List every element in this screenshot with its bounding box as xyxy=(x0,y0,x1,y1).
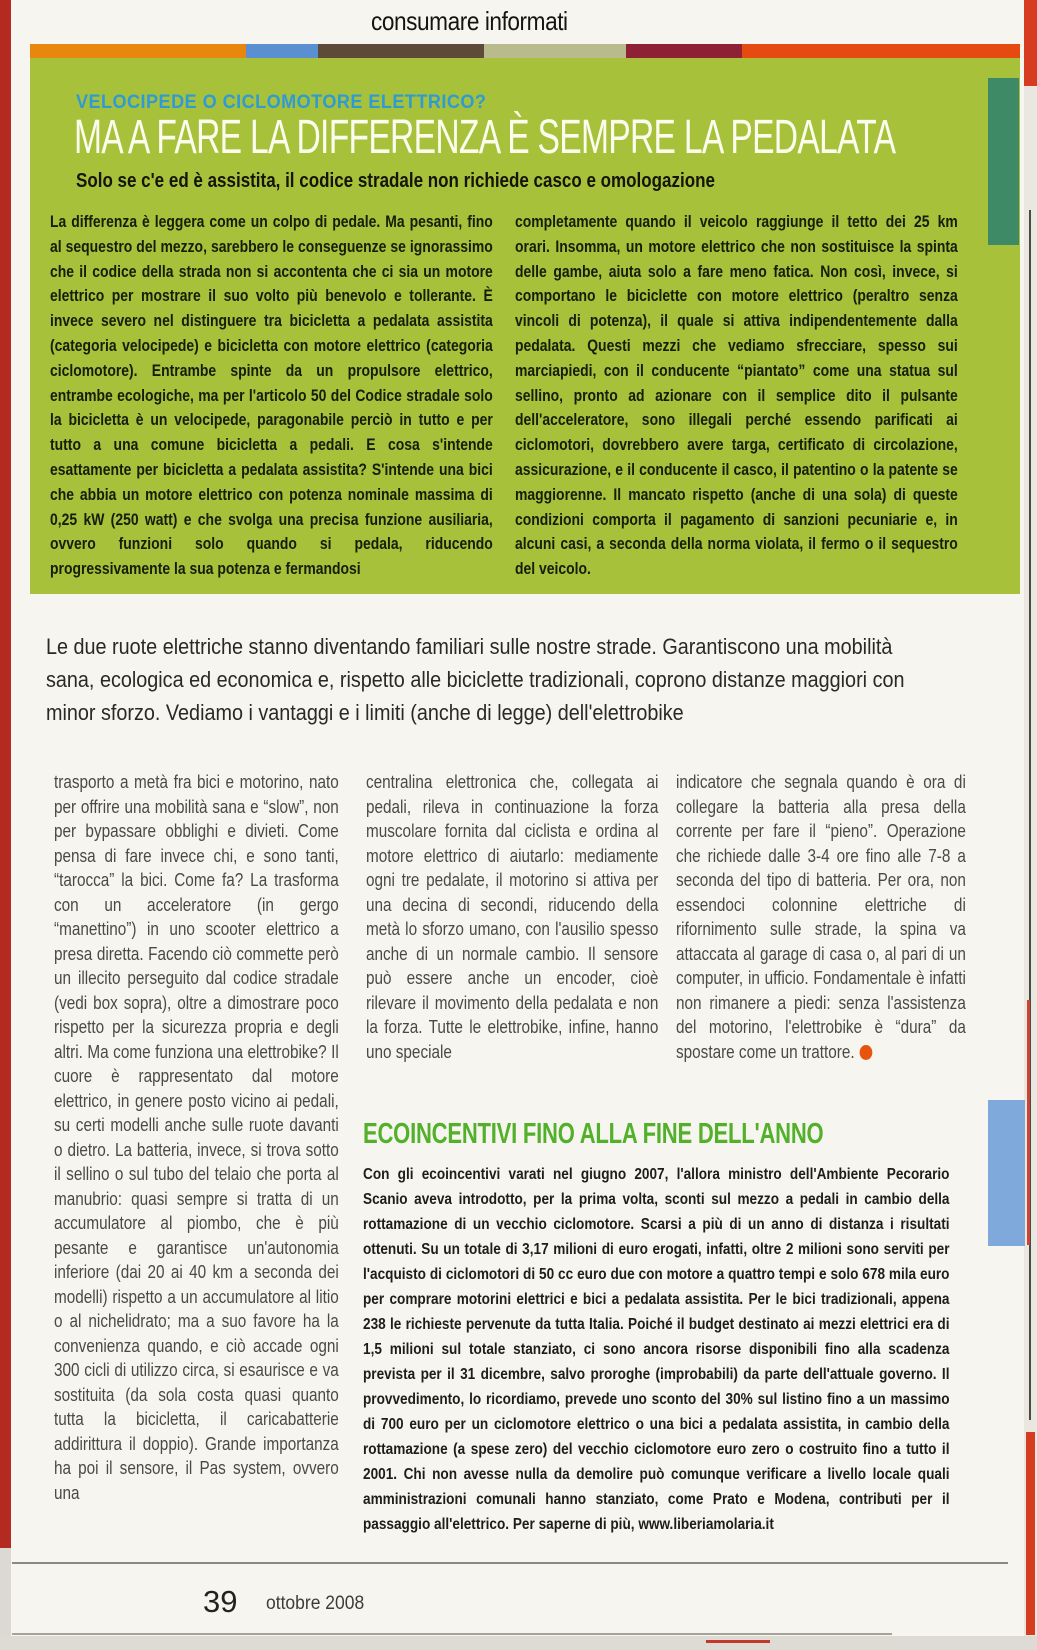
spine-bottom-shadow xyxy=(0,1548,11,1650)
issue-date: ottobre 2008 xyxy=(266,1593,365,1614)
color-strip-segment xyxy=(742,44,1020,58)
color-strip-segment xyxy=(484,44,626,58)
feature-subtitle: Solo se c'e ed è assistita, il codice stradale non richiede casco e omologazione xyxy=(76,170,715,192)
bottom-red-dash xyxy=(706,1640,770,1643)
color-strip-segment xyxy=(318,44,484,58)
page-bottom-edge xyxy=(12,1633,892,1635)
color-strip-segment xyxy=(626,44,742,58)
page-edge-red-line xyxy=(1027,1000,1030,1245)
article-column-3 xyxy=(676,770,966,1064)
page-edge-red-bottom xyxy=(1026,1432,1035,1635)
article-column-1: trasporto a metà fra bici e motorino, nato per offrire una mobilità sana e “slow”, non per bypassare obblighi e divieti. Come pensa di fare invece chi, e sono tanti, “tarocca” la bici. Come fa? La trasforma con un acceleratore (in gergo “manettino”) in uno scooter elettrico a presa diretta. Facendo ciò commette però un illecito perseguito dal codice stradale (vedi box sopra), oltre a dimostrare poco rispetto per la sicurezza propria e degli altri. Ma come funziona una elettrobike? Il cuore è rappresentato dal motore elettrico, in genere posto vicino ai pedali, su certi modelli anche sulle ruote davanti o dietro. La batteria, invece, si trova sotto il sellino o sul tubo del telaio che porta al manubrio: quasi sempre si tratta di un accumulatore al piombo, che è più pesante e garantisce un'autonomia inferiore (dai 20 ai 40 km a seconda dei modelli) rispetto a un accumulatore al litio o al nichelidrato; ma a suo favore ha la convenienza quando, e ciò accade ogni 300 cicli di utilizzo circa, si esaurisce e va sostituita (da sola costa quasi quanto tutta la bicicletta, il caricabatterie addirittura il doppio). Grande importanza ha poi il sensore, il Pas system, ovvero una xyxy=(54,772,339,1503)
incentives-body: Con gli ecoincentivi varati nel giugno 2007, l'allora ministro dell'Ambiente Pecorario Scanio aveva introdotto, per la prima volta, sconti sul mezzo a pedali in cambio della rottamazione di un vecchio ciclomotore. Scarsi a più di un anno di distanza i risultati ottenuti. Su un totale di 3,17 milioni di euro erogati, infatti, oltre 2 milioni sono serviti per l'acquisto di ciclomotori di 50 cc euro due con motore a quattro tempi e solo 678 mila euro per comprare motorini elettrici e bici a pedalata assistita. Per le bici tradizionali, appena 238 le richieste pervenute da tutta Italia. Poiché il budget destinato ai mezzi elettrici era di 1,5 milioni sul totale stanziato, ci sono ancora risorse disponibili fino alla scadenza prevista per il 31 dicembre, salvo proroghe (improbabili) da parte dell'attuale governo. Il provvedimento, lo ricordiamo, prevede uno sconto del 30% sul listino fino a un massimo di 700 euro per un ciclomotore elettrico o una bici a pedalata assistita, in cambio della rottamazione (a spese zero) del vecchio ciclomotore euro zero o costruito fino a tutto il 2001. Chi non avesse nulla da demolire può comunque verificare a livello locale quali amministrazioni comunali hanno stanziato, come Prato e Modena, contributi per il passaggio all'elettrico. Per saperne di più, www.liberiamolaria.it xyxy=(363,1166,950,1533)
color-strip-segment xyxy=(246,44,318,58)
standfirst: Le due ruote elettriche stanno diventando familiari sulle nostre strade. Garantiscono una mobilità sana, ecologica ed economica e, rispetto alle biciclette tradizionali, coprono distanze maggiori con minor sforzo. Vediamo i vantaggi e i limiti (anche di legge) dell'elettrobike xyxy=(46,634,905,725)
teal-decor-block xyxy=(988,78,1019,245)
feature-title: MA A FARE LA DIFFERENZA È SEMPRE LA PEDALATA xyxy=(74,111,896,164)
page-edge-red-top xyxy=(1024,0,1037,86)
section-header: consumare informati xyxy=(371,6,568,36)
feature-box xyxy=(30,58,1020,594)
footer-rule xyxy=(12,1562,1008,1564)
page-number: 39 xyxy=(203,1584,238,1619)
article-column-2: centralina elettronica che, collegata ai pedali, rileva in continuazione la forza muscolare fornita dal ciclista e ordina al motore elettrico di aiutarlo: mediamente ogni tre pedalate, il motorino si attiva per una decina di secondi, riducendo della metà lo sforzo umano, con l'ausilio spesso anche di un normale cambio. Il sensore può essere anche un encoder, cioè rilevare il movimento della pedalata e non la forza. Tutte le elettrobike, infine, hanno uno speciale xyxy=(366,772,659,1062)
color-strip xyxy=(30,44,1020,58)
feature-column-left: La differenza è leggera come un colpo di pedale. Ma pesanti, fino al sequestro del mezzo, sarebbero le conseguenze se ignorassimo che il codice della strada non si accontenta che ci sia un motore elettrico per mostrare il suo volto più benevolo e tollerante. È invece severo nel distinguere tra bicicletta a pedalata assistita (categoria velocipede) e bicicletta con motore elettrico (categoria ciclomotore). Entrambe spinte da un propulsore elettrico, entrambe ecologiche, ma per l'articolo 50 del Codice stradale solo la bicicletta è un velocipede, paragonabile perciò in tutto e per tutto a una comune bicicletta a pedali. E cosa s'intende esattamente per bicicletta a pedalata assistita? S'intende una bici che abbia un motore elettrico con potenza nominale massima di 0,25 kW (250 watt) e che svolga una precisa funzione ausiliaria, ovvero funzioni solo quando si pedala, riducendo progressivamente la sua potenza e fermandosi xyxy=(50,212,493,579)
color-strip-segment xyxy=(30,44,246,58)
article-column-3-text: indicatore che segnala quando è ora di collegare la batteria alla presa della corrente per fare il “pieno”. Operazione che richiede dalle 3-4 ore fino alle 7-8 a seconda del tipo di batteria. Per ora, non essendoci colonnine elettriche di rifornimento sulle strade, la spina va attaccata al garage di casa o, al pari di un computer, in ufficio. Fondamentale è infatti non rimanere a piedi: senza l'assistenza del motorino, l'elettrobike è “dura” da spostare come un trattore. xyxy=(676,772,966,1062)
magazine-spine xyxy=(0,0,11,1548)
feature-kicker: VELOCIPEDE O CICLOMOTORE ELETTRICO? xyxy=(76,92,487,113)
page-bottom-area xyxy=(0,1636,1037,1650)
feature-column-right: completamente quando il veicolo raggiunge il tetto dei 25 km orari. Insomma, un motore elettrico che non sostituisce la spinta delle gambe, aiuta solo a fare meno fatica. Non così, invece, si comportano le biciclette con motore elettrico (peraltro senza vincoli di potenza), il quale si attiva indipendentemente dalla pedalata. Questi mezzi che vediamo sfrecciare, spesso sui marciapiedi, con il conducente “piantato” come una statua sul sellino, pronto ad azionare con il semplice dito il pulsante dell'acceleratore, sono illegali perché essendo parificati ai ciclomotori, dovrebbero avere targa, certificato di circolazione, assicurazione, e il conducente il casco, il patentino o la patente se maggiorenne. Il mancato rispetto (anche di una sola) di queste condizioni comporta il pagamento di sanzioni pecuniarie e, in alcuni casi, a seconda della norma violata, il fermo o il sequestro del veicolo. xyxy=(515,212,958,579)
blue-decor-block xyxy=(988,1100,1025,1246)
incentives-heading: ECOINCENTIVI FINO ALLA FINE DELL'ANNO xyxy=(363,1118,824,1150)
article-end-dot xyxy=(860,1045,873,1060)
